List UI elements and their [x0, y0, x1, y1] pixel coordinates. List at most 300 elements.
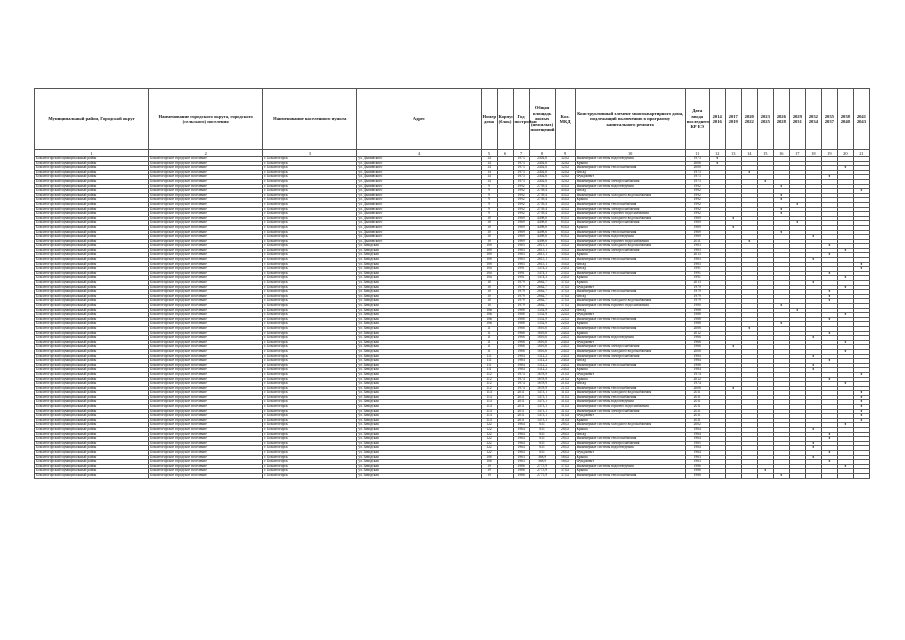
table-cell: Бокситогорское городское поселение	[149, 363, 263, 368]
table-cell: Фасад	[575, 189, 685, 194]
table-cell: г. Бокситогорск	[263, 382, 357, 387]
table-cell: 1983	[513, 262, 529, 267]
year-mark-cell: x	[805, 368, 821, 373]
table-cell: 1991	[685, 271, 709, 276]
year-mark-cell: x	[805, 281, 821, 286]
table-cell: ул. Дымовского	[357, 184, 481, 189]
table-cell: ул. Заводская	[357, 386, 481, 391]
table-cell: г. Бокситогорск	[263, 460, 357, 465]
table-cell: 23,02	[555, 276, 575, 281]
column-header: Дата ввода последнего КР ЕЭ	[685, 89, 709, 150]
table-cell: г. Бокситогорск	[263, 221, 357, 226]
table-cell: г. Бокситогорск	[263, 423, 357, 428]
table-cell: 1964	[685, 432, 709, 437]
year-mark-cell: x	[853, 414, 869, 419]
table-cell: Бокситогорское городское поселение	[149, 248, 263, 253]
table-cell: Фасад	[575, 267, 685, 272]
table-cell: 1963	[685, 460, 709, 465]
table-cell: 106	[481, 460, 497, 465]
table-cell: Бокситогорское городское поселение	[149, 258, 263, 263]
table-cell: 58,02	[555, 455, 575, 460]
table-cell: 1678,9	[529, 382, 555, 387]
table-cell: 1979	[513, 304, 529, 309]
table-cell: 1969	[685, 225, 709, 230]
table-cell: Фундамент	[575, 175, 685, 180]
year-mark-cell: x	[853, 395, 869, 400]
table-cell: 1964	[513, 446, 529, 451]
year-mark-cell: x	[725, 386, 741, 391]
table-cell: Бокситогорское городское поселение	[149, 189, 263, 194]
table-cell: г. Бокситогорск	[263, 345, 357, 350]
table-cell: 1964	[513, 437, 529, 442]
column-header: 2023 2025	[757, 89, 773, 150]
column-header: Наименование населенного пункта	[263, 89, 357, 150]
table-cell: Инженерные системы теплоснабжения	[575, 395, 685, 400]
table-cell: 32,62	[555, 157, 575, 162]
table-cell: 1992	[685, 202, 709, 207]
table-cell: г. Бокситогорск	[263, 432, 357, 437]
table-cell: г. Бокситогорск	[263, 304, 357, 309]
table-cell: Инженерные системы теплоснабжения	[575, 437, 685, 442]
table-cell: 111	[481, 363, 497, 368]
table-cell: 2402,6	[529, 157, 555, 162]
table-cell: Бокситогорское городское поселение	[149, 409, 263, 414]
table-cell: 32,62	[555, 170, 575, 175]
table-cell: 631	[529, 441, 555, 446]
table-cell: 1973	[685, 170, 709, 175]
table-cell: Бокситогорское городское поселение	[149, 212, 263, 217]
year-mark-cell: x	[821, 377, 837, 382]
year-mark-cell: x	[853, 418, 869, 423]
table-cell: 37,02	[555, 281, 575, 286]
column-header: 2029 2031	[789, 89, 805, 150]
table-cell: Бокситогорский муниципальный район	[35, 299, 149, 304]
table-cell: г. Бокситогорск	[263, 418, 357, 423]
table-cell: 1973	[685, 179, 709, 184]
year-mark-cell: x	[773, 207, 789, 212]
table-cell: 28,02	[555, 423, 575, 428]
table-row	[35, 473, 870, 478]
table-cell: 1964	[685, 451, 709, 456]
table-cell: 122	[481, 437, 497, 442]
year-mark-cell: x	[773, 304, 789, 309]
table-cell: 11	[481, 336, 497, 341]
table-cell: ул. Заводская	[357, 455, 481, 460]
table-cell: 35,02	[555, 244, 575, 249]
table-cell: Бокситогорский муниципальный район	[35, 248, 149, 253]
table-cell: Крыша	[575, 276, 685, 281]
table-cell: 1474,3	[529, 271, 555, 276]
table-cell: 1992	[513, 184, 529, 189]
table-cell: ул. Заводская	[357, 336, 481, 341]
table-cell: 65,02	[555, 225, 575, 230]
year-mark-cell: x	[805, 446, 821, 451]
year-mark-cell	[821, 473, 837, 478]
table-cell: Бокситогорское городское поселение	[149, 455, 263, 460]
table-cell: 1973	[513, 170, 529, 175]
table-cell: 10в	[481, 313, 497, 318]
table-cell: 1988	[685, 363, 709, 368]
column-header: 2041 2043	[853, 89, 869, 150]
table-cell: 1979	[685, 285, 709, 290]
column-number: 3	[263, 150, 357, 157]
table-cell: 1992	[685, 189, 709, 194]
table-cell: 10	[481, 299, 497, 304]
table-cell: 24,02	[555, 345, 575, 350]
table-cell: 2739,4	[529, 184, 555, 189]
table-cell: 35,02	[555, 253, 575, 258]
table-cell: 1312,2	[529, 354, 555, 359]
table-cell: 1974	[513, 372, 529, 377]
table-cell: ул. Заводская	[357, 253, 481, 258]
table-cell: ул. Заводская	[357, 359, 481, 364]
year-mark-cell: x	[757, 469, 773, 474]
table-cell: Бокситогорское городское поселение	[149, 423, 263, 428]
table-cell: 9	[481, 193, 497, 198]
column-number: 4	[357, 150, 481, 157]
table-cell: 32,62	[555, 179, 575, 184]
table-cell: 1969	[513, 239, 529, 244]
table-cell: Бокситогорский муниципальный район	[35, 267, 149, 272]
table-cell: Бокситогорский муниципальный район	[35, 359, 149, 364]
table-cell: 1984	[685, 359, 709, 364]
table-cell: 1992	[513, 193, 529, 198]
table-cell: 14	[481, 179, 497, 184]
table-cell: 114	[481, 405, 497, 410]
table-cell: 24,02	[555, 331, 575, 336]
year-mark-cell: x	[853, 189, 869, 194]
column-number: 18	[805, 150, 821, 157]
table-cell: г. Бокситогорск	[263, 239, 357, 244]
table-cell: г. Бокситогорск	[263, 248, 357, 253]
table-cell: 65,02	[555, 235, 575, 240]
table-cell: 1966	[513, 349, 529, 354]
table-cell: 10б	[481, 253, 497, 258]
column-number: 15	[757, 150, 773, 157]
table-cell: 22,02	[555, 308, 575, 313]
table-cell: 10	[481, 221, 497, 226]
table-cell: 28,02	[555, 446, 575, 451]
table-cell: ул. Дымовского	[357, 221, 481, 226]
table-cell: Бокситогорское городское поселение	[149, 304, 263, 309]
table-cell: 1979	[513, 294, 529, 299]
column-number: 9	[555, 150, 575, 157]
column-number: 13	[725, 150, 741, 157]
table-cell: Инженерные системы теплоснабжения	[575, 363, 685, 368]
table-body	[35, 157, 870, 479]
table-cell: Фундамент	[575, 285, 685, 290]
table-cell: Бокситогорское городское поселение	[149, 235, 263, 240]
table-cell: 2739,4	[529, 198, 555, 203]
table-cell: Бокситогорский муниципальный район	[35, 395, 149, 400]
table-cell: 1963	[685, 455, 709, 460]
table-cell: г. Бокситогорск	[263, 244, 357, 249]
table-cell: Бокситогорский муниципальный район	[35, 354, 149, 359]
table-cell: Бокситогорское городское поселение	[149, 331, 263, 336]
capital-repair-table-sheet	[34, 88, 870, 479]
table-cell: Бокситогорское городское поселение	[149, 418, 263, 423]
table-cell: 10а	[481, 276, 497, 281]
table-cell: 2402,6	[529, 161, 555, 166]
year-mark-cell: x	[741, 239, 757, 244]
table-cell: 10	[481, 239, 497, 244]
table-cell: Бокситогорский муниципальный район	[35, 345, 149, 350]
table-cell: 1986	[685, 464, 709, 469]
table-cell: 1992	[513, 189, 529, 194]
table-cell: 31,02	[555, 409, 575, 414]
table-cell: 1992	[513, 198, 529, 203]
column-number: 17	[789, 150, 805, 157]
table-cell: Бокситогорское городское поселение	[149, 326, 263, 331]
table-cell: ул. Заводская	[357, 409, 481, 414]
year-mark-cell: x	[725, 216, 741, 221]
table-cell: ул. Заводская	[357, 317, 481, 322]
table-cell: Бокситогорское городское поселение	[149, 345, 263, 350]
table-cell: Бокситогорское городское поселение	[149, 198, 263, 203]
table-cell: ул. Заводская	[357, 276, 481, 281]
column-header: 2038 2040	[837, 89, 853, 150]
table-cell: 122	[481, 441, 497, 446]
table-cell: Бокситогорский муниципальный район	[35, 225, 149, 230]
table-cell: Бокситогорский муниципальный район	[35, 290, 149, 295]
table-cell: г. Бокситогорск	[263, 469, 357, 474]
table-cell: г. Бокситогорск	[263, 409, 357, 414]
table-cell: 122	[481, 446, 497, 451]
table-cell: Бокситогорское городское поселение	[149, 184, 263, 189]
column-header: Муниципальный район, Городской округ	[35, 89, 149, 150]
table-cell: 35,02	[555, 248, 575, 253]
table-cell: Бокситогорское городское поселение	[149, 400, 263, 405]
column-header: Корпус (блок)	[497, 89, 513, 150]
column-header: Год постройки	[513, 89, 529, 150]
table-cell: 1984	[513, 363, 529, 368]
table-cell: 1986	[685, 469, 709, 474]
table-cell: 2662,7	[529, 290, 555, 295]
table-cell: Инженерные системы электроснабжения	[575, 441, 685, 446]
table-cell: 1312,2	[529, 368, 555, 373]
table-cell: 122	[481, 428, 497, 433]
table-cell: 22,02	[555, 322, 575, 327]
year-mark-cell: x	[821, 244, 837, 249]
table-cell: 1964	[685, 437, 709, 442]
table-cell: 122	[481, 451, 497, 456]
table-cell: 2662,7	[529, 299, 555, 304]
year-mark-cell: x	[805, 363, 821, 368]
table-cell: г. Бокситогорск	[263, 473, 357, 478]
table-cell: 24,02	[555, 363, 575, 368]
table-cell: г. Бокситогорск	[263, 189, 357, 194]
year-mark-cell: x	[805, 455, 821, 460]
table-cell: 23,02	[555, 271, 575, 276]
table-cell: Инженерные системы холодного водоснабжения	[575, 349, 685, 354]
table-cell: г. Бокситогорск	[263, 253, 357, 258]
table-cell: г. Бокситогорск	[263, 294, 357, 299]
table-cell: 1973	[685, 175, 709, 180]
table-cell: 2011	[685, 391, 709, 396]
year-mark-cell: x	[821, 437, 837, 442]
table-cell: ул. Заводская	[357, 432, 481, 437]
year-mark-cell: x	[837, 464, 853, 469]
table-cell: 10	[481, 281, 497, 286]
table-cell: г. Бокситогорск	[263, 405, 357, 410]
table-cell: Инженерные системы холодного водоснабжения	[575, 193, 685, 198]
table-cell: 1984	[513, 354, 529, 359]
table-cell: Бокситогорский муниципальный район	[35, 294, 149, 299]
year-mark-cell: x	[789, 308, 805, 313]
table-cell: 31,02	[555, 391, 575, 396]
table-cell: Бокситогорский муниципальный район	[35, 473, 149, 478]
table-cell: 28,02	[555, 437, 575, 442]
table-cell: Крыша	[575, 418, 685, 423]
table-cell: 1988	[513, 322, 529, 327]
table-cell: Бокситогорский муниципальный район	[35, 221, 149, 226]
table-cell: 24,02	[555, 359, 575, 364]
table-cell: 31,02	[555, 414, 575, 419]
table-cell: 1678,9	[529, 377, 555, 382]
table-cell: 631	[529, 437, 555, 442]
table-cell: 9	[481, 189, 497, 194]
table-cell: Инженерные системы электроснабжения	[575, 179, 685, 184]
table-cell: 21,02	[555, 382, 575, 387]
table-cell: 112	[481, 372, 497, 377]
year-mark-cell	[805, 473, 821, 478]
table-cell: 22,02	[555, 317, 575, 322]
table-cell: 2011	[685, 395, 709, 400]
table-cell: ул. Дымовского	[357, 216, 481, 221]
table-cell: 122	[481, 423, 497, 428]
table-cell: 2011	[513, 400, 529, 405]
table-cell: Бокситогорский муниципальный район	[35, 313, 149, 318]
table-cell: 2011	[513, 395, 529, 400]
table-cell: Крыша	[575, 368, 685, 373]
year-mark-cell: x	[837, 313, 853, 318]
table-cell: 2011	[685, 414, 709, 419]
table-cell: г. Бокситогорск	[263, 299, 357, 304]
table-cell: 1984	[513, 368, 529, 373]
table-cell: г. Бокситогорск	[263, 340, 357, 345]
year-mark-cell: x	[837, 382, 853, 387]
table-cell: 28,02	[555, 428, 575, 433]
column-header: Адрес	[357, 89, 481, 150]
table-cell: ул. Заводская	[357, 428, 481, 433]
table-cell: г. Бокситогорск	[263, 212, 357, 217]
table-cell: Фасад	[575, 170, 685, 175]
table-cell: ул. Дымовского	[357, 198, 481, 203]
table-cell: ул. Заводская	[357, 451, 481, 456]
table-cell: 24,02	[555, 368, 575, 373]
table-cell: ул. Заводская	[357, 345, 481, 350]
table-cell: 19	[481, 473, 497, 478]
table-cell: г. Бокситогорск	[263, 184, 357, 189]
table-cell: 1964	[513, 441, 529, 446]
column-number: 16	[773, 150, 789, 157]
table-cell: 1988	[685, 308, 709, 313]
table-cell: Крыша	[575, 161, 685, 166]
table-cell: 1983	[685, 248, 709, 253]
table-cell: 1986	[513, 469, 529, 474]
table-cell: Фундамент	[575, 372, 685, 377]
table-cell: 2011	[685, 239, 709, 244]
year-mark-cell: x	[821, 451, 837, 456]
table-cell: 1963	[513, 455, 529, 460]
year-mark-cell: x	[821, 359, 837, 364]
column-header: 2017 2019	[725, 89, 741, 150]
table-cell: 21,02	[555, 377, 575, 382]
table-cell: ул. Заводская	[357, 299, 481, 304]
table-cell: г. Бокситогорск	[263, 363, 357, 368]
table-cell: Бокситогорское городское поселение	[149, 349, 263, 354]
table-cell: 2402,6	[529, 179, 555, 184]
table-cell: Бокситогорское городское поселение	[149, 308, 263, 313]
table-cell: Бокситогорский муниципальный район	[35, 409, 149, 414]
year-mark-cell: x	[821, 271, 837, 276]
table-cell: 368,9	[529, 455, 555, 460]
table-cell: 1988	[513, 313, 529, 318]
table-cell: г. Бокситогорск	[263, 349, 357, 354]
table-cell: 10б	[481, 258, 497, 263]
table-cell: 111	[481, 368, 497, 373]
table-cell: Бокситогорский муниципальный район	[35, 464, 149, 469]
year-mark-cell: x	[805, 441, 821, 446]
table-cell: Бокситогорский муниципальный район	[35, 166, 149, 171]
table-cell: 1979	[685, 294, 709, 299]
table-cell: Бокситогорский муниципальный район	[35, 460, 149, 465]
table-cell: 37,02	[555, 290, 575, 295]
table-cell: 1352,9	[529, 308, 555, 313]
table-cell: г. Бокситогорск	[263, 395, 357, 400]
table-cell: 10	[481, 304, 497, 309]
table-cell: Инженерные системы горячего водоснабжения	[575, 405, 685, 410]
table-cell: 11	[481, 345, 497, 350]
table-cell: 24,02	[555, 340, 575, 345]
table-cell: г. Бокситогорск	[263, 202, 357, 207]
table-cell: ул. Заводская	[357, 313, 481, 318]
table-cell: г. Бокситогорск	[263, 451, 357, 456]
table-cell: 1983	[685, 262, 709, 267]
year-mark-cell: x	[853, 405, 869, 410]
table-cell: 28,02	[555, 441, 575, 446]
table-cell: 1991	[513, 276, 529, 281]
table-cell: Инженерные системы водоотведения	[575, 336, 685, 341]
table-cell: 45,02	[555, 189, 575, 194]
table-cell: Бокситогорский муниципальный район	[35, 198, 149, 203]
table-cell: Бокситогорский муниципальный район	[35, 400, 149, 405]
table-cell: 10	[481, 290, 497, 295]
table-cell: Бокситогорское городское поселение	[149, 299, 263, 304]
table-cell: Фасад	[575, 262, 685, 267]
table-cell: Бокситогорский муниципальный район	[35, 239, 149, 244]
table-cell: 114	[481, 414, 497, 419]
table-cell: 1974	[513, 386, 529, 391]
table-cell: Инженерные системы теплоснабжения	[575, 271, 685, 276]
year-mark-cell: x	[821, 175, 837, 180]
table-cell: 114	[481, 395, 497, 400]
table-cell: 1991	[513, 271, 529, 276]
table-cell: г. Бокситогорск	[263, 198, 357, 203]
table-cell: г. Бокситогорск	[263, 285, 357, 290]
table-cell: 65,02	[555, 221, 575, 226]
table-cell: 1473,1	[529, 400, 555, 405]
table-cell: 1816,6	[529, 326, 555, 331]
table-cell: 1991	[685, 276, 709, 281]
table-cell: Бокситогорский муниципальный район	[35, 405, 149, 410]
year-mark-cell: x	[821, 432, 837, 437]
table-cell: 1969	[513, 230, 529, 235]
table-cell: 45,02	[555, 198, 575, 203]
table-cell: 1966	[685, 336, 709, 341]
table-cell: 1966	[513, 331, 529, 336]
table-cell: Крыша	[575, 331, 685, 336]
